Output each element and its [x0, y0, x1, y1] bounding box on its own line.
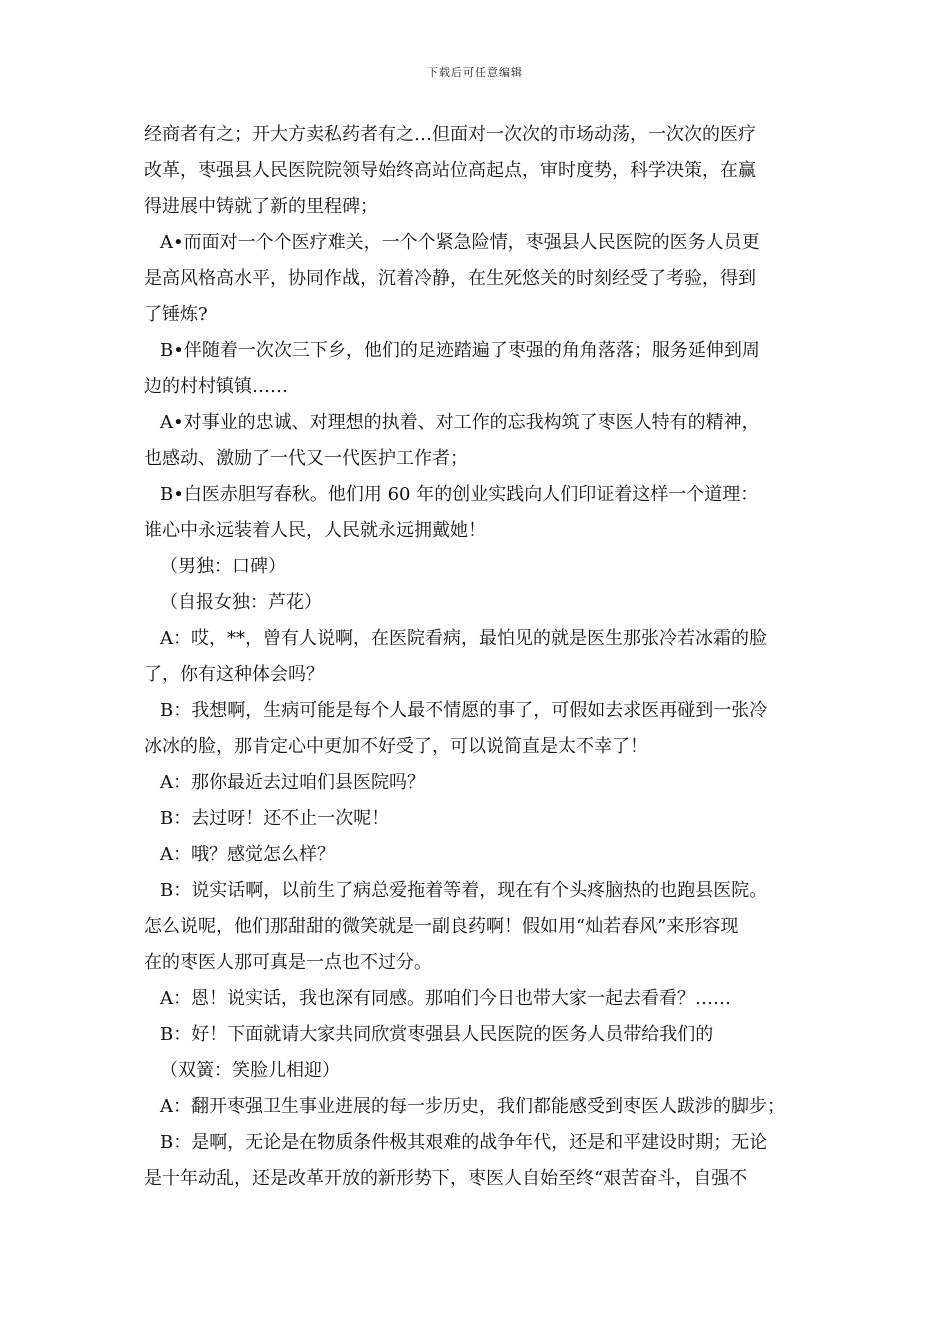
text-line: A：哦？感觉怎么样？: [160, 844, 335, 865]
page-header: 下载后可任意编辑: [427, 66, 523, 79]
text-line: 是十年动乱，还是改革开放的新形势下，枣医人自始至终“艰苦奋斗，自强不: [144, 1168, 748, 1189]
text-line: （自报女独：芦花）: [160, 592, 322, 613]
text-line: 改革，枣强县人民医院院领导始终高站位高起点，审时度势，科学决策，在赢: [144, 160, 756, 181]
text-line: （男独：口碑）: [160, 556, 286, 577]
text-line: 经商者有之；开大方卖私药者有之…但面对一次次的市场动荡，一次次的医疗: [144, 124, 756, 145]
text-line: 也感动、激励了一代又一代医护工作者；: [144, 448, 468, 469]
text-line: A：那你最近去过咱们县医院吗？: [160, 772, 425, 793]
text-line: B：好！下面就请大家共同欣赏枣强县人民医院的医务人员带给我们的: [160, 1024, 714, 1045]
text-line: B：去过呀！还不止一次呢！: [160, 808, 390, 829]
text-line: （双簧：笑脸儿相迎）: [160, 1060, 340, 1081]
text-line: 边的村村镇镇……: [144, 376, 288, 397]
text-line: B•白医赤胆写春秋。他们用 60 年的创业实践向人们印证着这样一个道理：: [160, 484, 759, 505]
text-line: A：哎，**，曾有人说啊，在医院看病，最怕见的就是医生那张冷若冰霜的脸: [160, 628, 767, 649]
text-line: 了，你有这种体会吗？: [144, 664, 324, 685]
text-line: B：是啊，无论是在物质条件极其艰难的战争年代，还是和平建设时期；无论: [160, 1132, 768, 1153]
text-line: 是高风格高水平，协同作战，沉着冷静，在生死悠关的时刻经受了考验，得到: [144, 268, 756, 289]
text-line: A•对事业的忠诚、对理想的执着、对工作的忘我构筑了枣医人特有的精神，: [160, 412, 760, 433]
text-line: B：说实话啊，以前生了病总爱拖着等着，现在有个头疼脑热的也跑县医院。: [160, 880, 768, 901]
text-line: A•而面对一个个医疗难关，一个个紧急险情，枣强县人民医院的医务人员更: [160, 232, 760, 253]
text-line: 在的枣医人那可真是一点也不过分。: [144, 952, 432, 973]
text-line: A：恩！说实话，我也深有同感。那咱们今日也带大家一起去看看？……: [160, 988, 731, 1009]
text-line: B•伴随着一次次三下乡，他们的足迹踏遍了枣强的角角落落；服务延伸到周: [160, 340, 760, 361]
text-line: 得进展中铸就了新的里程碑；: [144, 196, 378, 217]
text-line: B：我想啊，生病可能是每个人最不情愿的事了，可假如去求医再碰到一张冷: [160, 700, 768, 721]
document-body: [144, 117, 816, 1197]
text-line: 怎么说呢，他们那甜甜的微笑就是一副良药啊！假如用“灿若春风”来形容现: [144, 916, 739, 937]
text-line: A：翻开枣强卫生事业进展的每一步历史，我们都能感受到枣医人跋涉的脚步；: [160, 1096, 785, 1117]
text-line: 谁心中永远装着人民，人民就永远拥戴她！: [144, 520, 486, 541]
text-line: 了锤炼?: [144, 304, 208, 325]
text-line: 冰冰的脸，那肯定心中更加不好受了，可以说简直是太不幸了！: [144, 736, 648, 757]
